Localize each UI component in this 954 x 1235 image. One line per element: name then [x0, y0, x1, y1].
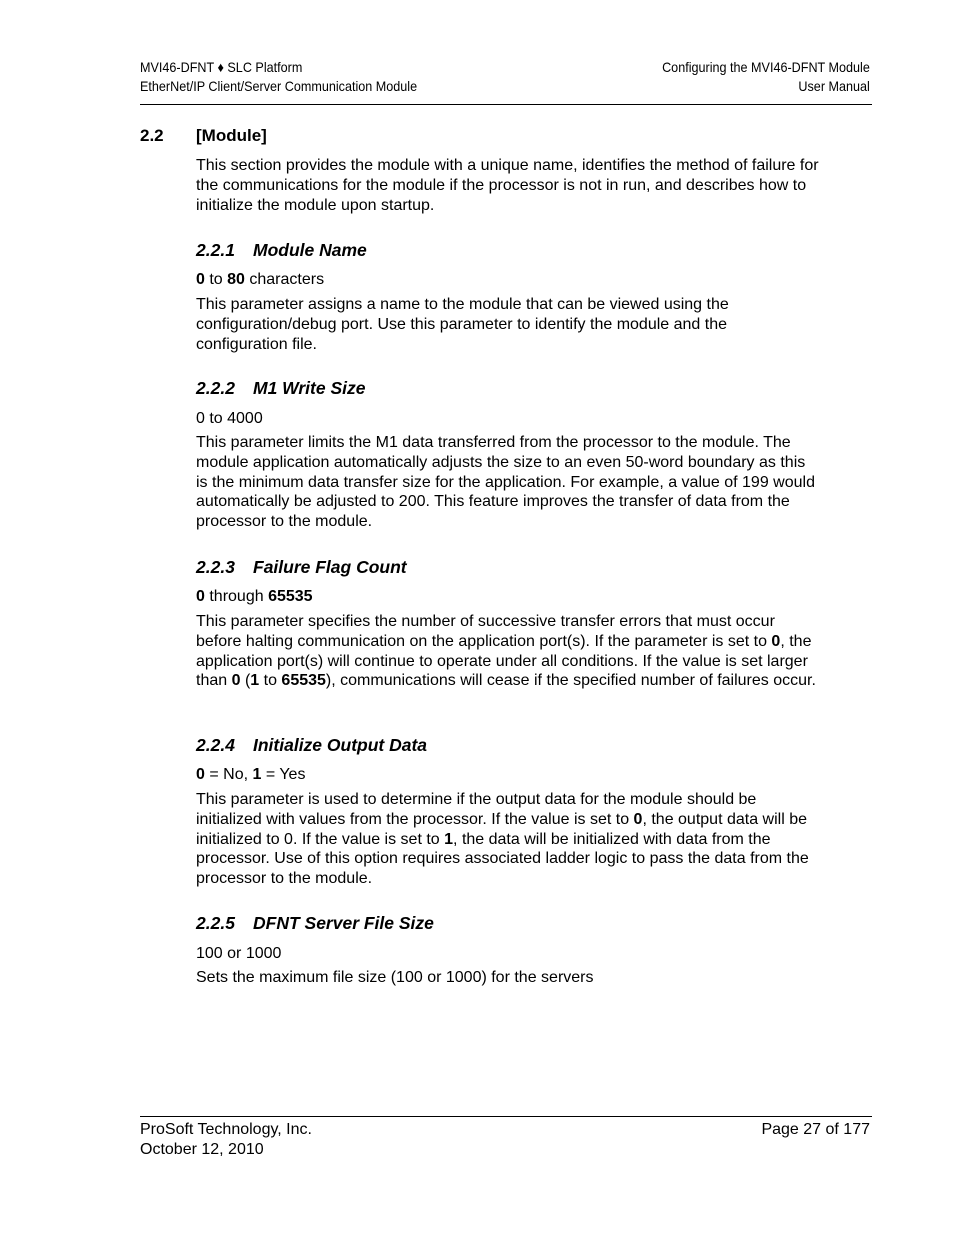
subsection-heading-dfnt-server-file-size: 2.2.5 DFNT Server File Size [196, 913, 434, 933]
footer-left [140, 1120, 312, 1159]
header-doc-type: User Manual [798, 78, 870, 94]
footer-divider [140, 1116, 872, 1117]
initialize-output-data-description: This parameter is used to determine if the output data for the module should be initialized with values from the processor. If the value is set to 0, the output data will be initialized to 0. If the value is set to 1, the data will be initialized with data from the processor. Use of this option requires associated ladder logic to pass the data from the processor to the module. [196, 791, 809, 888]
m1-write-size-range: 0 to 4000 [196, 410, 263, 427]
running-header-right [662, 58, 870, 96]
dfnt-server-file-size-description: Sets the maximum file size (100 or 1000) for the servers [196, 969, 594, 986]
subsection-heading-m1-write-size: 2.2.2 M1 Write Size [196, 378, 366, 398]
dfnt-server-file-size-range: 100 or 1000 [196, 945, 282, 962]
header-divider [140, 104, 872, 105]
failure-flag-count-description: This parameter specifies the number of successive transfer errors that must occur before halting communication on the application port(s). If the parameter is set to 0, the application port(s) will continue to operate under all conditions. If the value is set larger than 0 (1 to 65535), communications will cease if the specified number of failures occur. [196, 613, 816, 690]
initialize-output-data-options: 0 = No, 1 = Yes [196, 766, 306, 783]
footer-right [761, 1120, 870, 1140]
section-heading [140, 126, 267, 146]
header-module-desc: EtherNet/IP Client/Server Communication Module [140, 78, 418, 94]
section-title: [Module] [196, 126, 267, 145]
header-chapter: Configuring the MVI46-DFNT Module [662, 59, 870, 75]
subsection-heading-initialize-output-data: 2.2.4 Initialize Output Data [196, 735, 428, 755]
module-name-range: 0 to 80 characters [196, 271, 325, 288]
footer-date: October 12, 2010 [140, 1140, 264, 1158]
running-header-left [140, 58, 417, 96]
header-product: MVI46-DFNT ♦ SLC Platform [140, 59, 303, 75]
footer-company: ProSoft Technology, Inc. [140, 1121, 312, 1138]
section-number: 2.2 [140, 126, 164, 145]
m1-write-size-description: This parameter limits the M1 data transferred from the processor to the module. The module application automatically adjusts the size to an even 50-word boundary as this is the minimum data transfer size for the application. For example, a value of 199 would automatically be adjusted to 200. This feature improves the transfer of data from the processor to the module. [196, 434, 815, 531]
section-intro: This section provides the module with a unique name, identifies the method of failure for the communications for the module if the processor is not in run, and describes how to initialize the module upon startup. [196, 157, 819, 214]
module-name-description: This parameter assigns a name to the module that can be viewed using the configuration/debug port. Use this parameter to identify the module and the configuration file. [196, 296, 729, 353]
failure-flag-count-range: 0 through 65535 [196, 588, 313, 605]
subsection-heading-module-name: 2.2.1 Module Name [196, 240, 367, 260]
page-number: Page 27 of 177 [761, 1121, 870, 1138]
subsection-heading-failure-flag-count: 2.2.3 Failure Flag Count [196, 557, 407, 577]
